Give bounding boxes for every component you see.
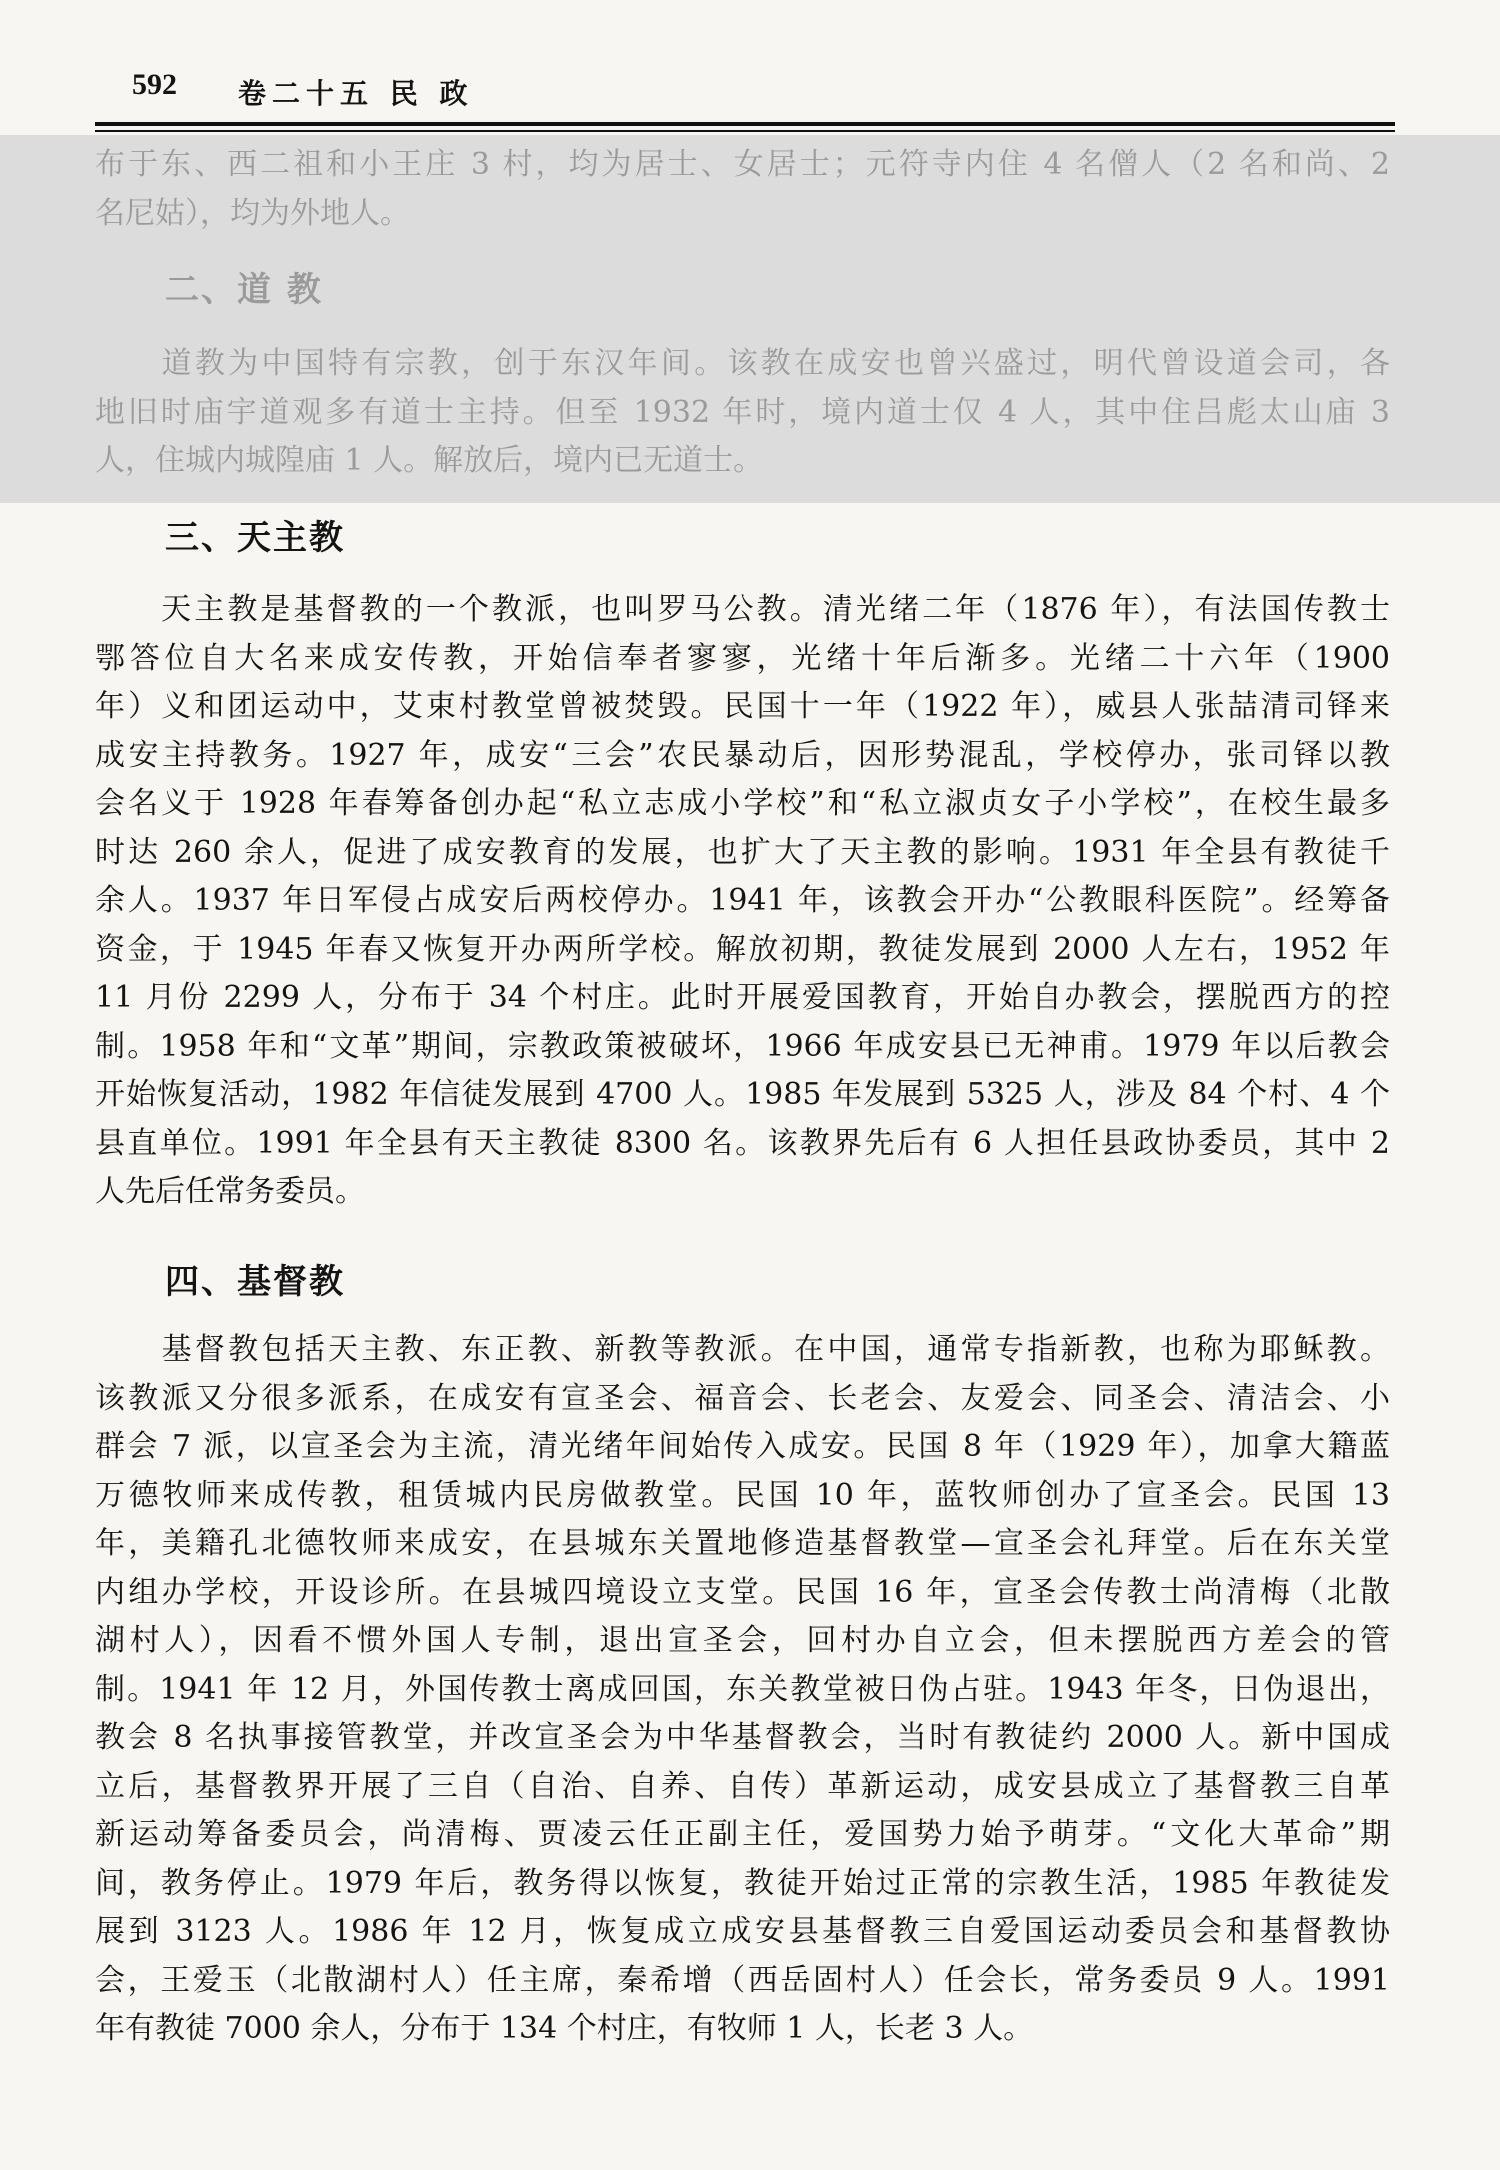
paragraph-line: 天主教是基督教的一个教派，也叫罗马公教。清光绪二年（1876 年），有法国传教士 [95, 592, 1390, 627]
paragraph-line: 制。1941 年 12 月，外国传教士离成回国，东关教堂被日伪占驻。1943 年冬，日伪退出， [95, 1671, 1390, 1707]
paragraph-line: 间，教务停止。1979 年后，教务得以恢复，教徒开始过正常的宗教生活，1985 年教徒发 [95, 1865, 1390, 1901]
carryover-paragraph [95, 141, 1390, 238]
paragraph-line: 年，美籍孔北德牧师来成安，在县城东关置地修造基督教堂—宣圣会礼拜堂。后在东关堂 [95, 1526, 1390, 1561]
page-header [120, 68, 1390, 116]
paragraph-line: 展到 3123 人。1986 年 12 月，恢复成立成安县基督教三自爱国运动委员会和基督教协 [95, 1914, 1390, 1949]
paragraph-line: 道教为中国特有宗教，创于东汉年间。该教在成安也曾兴盛过，明代曾设道会司，各 [95, 346, 1390, 381]
taoism-paragraph [95, 340, 1390, 486]
paragraph-line: 开始恢复活动，1982 年信徒发展到 4700 人。1985 年发展到 5325 人，涉及 84 个村、4 个 [95, 1077, 1390, 1112]
paragraph-line: 该教派又分很多派系，在成安有宣圣会、福音会、长老会、友爱会、同圣会、清洁会、小 [95, 1380, 1390, 1416]
paragraph-line: 时达 260 余人，促进了成安教育的发展，也扩大了天主教的影响。1931 年全县有教徒千 [95, 834, 1390, 870]
paragraph-line: 人先后任常务委员。 [95, 1174, 365, 1209]
page-number: 592 [132, 68, 177, 101]
paragraph-line: 会名义于 1928 年春筹备创办起“私立志成小学校”和“私立淑贞女子小学校”，在校生最多 [95, 786, 1390, 821]
paragraph-line: 县直单位。1991 年全县有天主教徒 8300 名。该教界先后有 6 人担任县政协委员，其中 2 [95, 1125, 1390, 1161]
paragraph-line: 万德牧师来成传教，租赁城内民房做教堂。民国 10 年，蓝牧师创办了宣圣会。民国 13 [95, 1477, 1390, 1513]
running-title: 卷二十五 民 政 [238, 77, 474, 110]
paragraph-line: 年）义和团运动中，艾束村教堂曾被焚毁。民国十一年（1922 年），威县人张喆清司铎来 [95, 689, 1390, 724]
paragraph-line: 会，王爱玉（北散湖村人）任主席，秦希增（西岳固村人）任会长，常务委员 9 人。1991 [95, 1962, 1390, 1998]
paragraph-line: 新运动筹备委员会，尚清梅、贾凌云任正副主任，爱国势力始予萌芽。“文化大革命”期 [95, 1817, 1390, 1852]
paragraph-line: 湖村人），因看不惯外国人专制，退出宣圣会，回村办自立会，但未摆脱西方差会的管 [95, 1623, 1390, 1658]
section-heading-christianity: 四、基督教 [165, 1262, 345, 1302]
header-rule-thick [95, 122, 1395, 126]
paragraph-line: 名尼姑），均为外地人。 [95, 195, 410, 231]
paragraph-line: 人，住城内城隍庙 1 人。解放后，境内已无道士。 [95, 443, 764, 478]
paragraph-line: 立后，基督教界开展了三自（自治、自养、自传）革新运动，成安县成立了基督教三自革 [95, 1768, 1390, 1804]
christianity-paragraph [95, 1326, 1390, 2054]
paragraph-line: 群会 7 派，以宣圣会为主流，清光绪年间始传入成安。民国 8 年（1929 年），加拿大籍蓝 [95, 1429, 1390, 1464]
paragraph-line: 内组办学校，开设诊所。在县城四境设立支堂。民国 16 年，宣圣会传教士尚清梅（北散 [95, 1574, 1390, 1610]
paragraph-line: 资金，于 1945 年春又恢复开办两所学校。解放初期，教徒发展到 2000 人左右，1952 年 [95, 931, 1390, 967]
paragraph-line: 基督教包括天主教、东正教、新教等教派。在中国，通常专指新教，也称为耶稣教。 [95, 1332, 1390, 1367]
paragraph-line: 地旧时庙宇道观多有道士主持。但至 1932 年时，境内道士仅 4 人，其中住吕彪太山庙 3 [95, 394, 1390, 430]
paragraph-line: 成安主持教务。1927 年，成安“三会”农民暴动后，因形势混乱，学校停办，张司铎以教 [95, 737, 1390, 773]
paragraph-line: 布于东、西二祖和小王庄 3 村，均为居士、女居士；元符寺内住 4 名僧人（2 名和尚、2 [95, 147, 1390, 182]
catholicism-paragraph [95, 586, 1390, 1217]
section-heading-catholicism: 三、天主教 [165, 518, 345, 558]
paragraph-line: 年有教徒 7000 余人，分布于 134 个村庄，有牧师 1 人，长老 3 人。 [95, 2011, 1034, 2046]
paragraph-line: 11 月份 2299 人，分布于 34 个村庄。此时开展爱国教育，开始自办教会，摆脱西方的控 [95, 980, 1390, 1015]
section-heading-taoism: 二、道 教 [165, 270, 323, 310]
paragraph-line: 余人。1937 年日军侵占成安后两校停办。1941 年，该教会开办“公教眼科医院”。经筹备 [95, 883, 1390, 918]
paragraph-line: 制。1958 年和“文革”期间，宗教政策被破坏，1966 年成安县已无神甫。1979 年以后教会 [95, 1028, 1390, 1064]
paragraph-line: 教会 8 名执事接管教堂，并改宣圣会为中华基督教会，当时有教徒约 2000 人。新中国成 [95, 1720, 1390, 1755]
header-rule-thin [95, 130, 1395, 132]
paragraph-line: 鄂答位自大名来成安传教，开始信奉者寥寥，光绪十年后渐多。光绪二十六年（1900 [95, 640, 1390, 676]
